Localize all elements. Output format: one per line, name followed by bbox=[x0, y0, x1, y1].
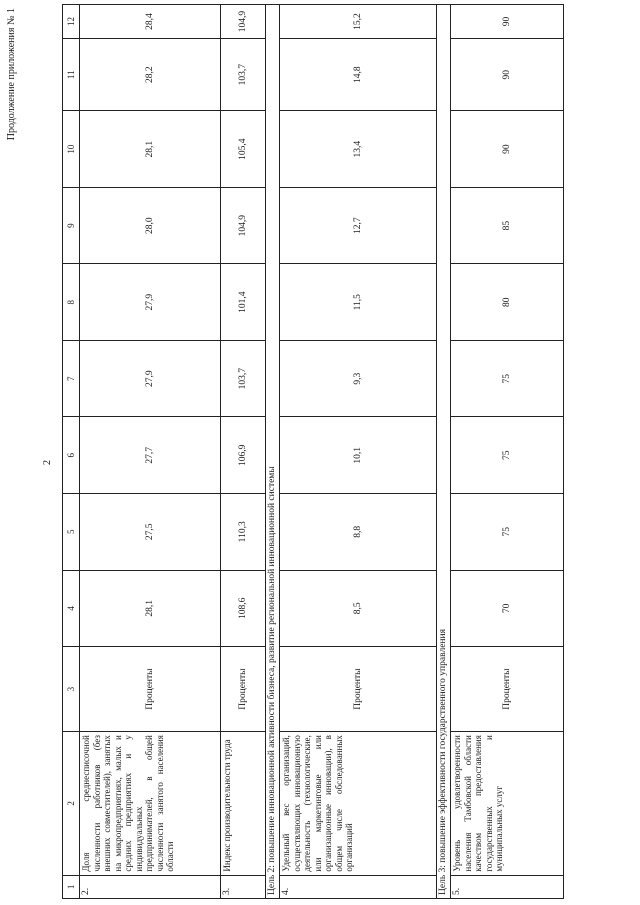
value-cell: 28,1 bbox=[80, 111, 221, 188]
indicator-name: Доля среднесписочной численности работников (без внешних совместителей), занятых на микропредприятиях, малых и средних предприятиях и у индивидуальных предпринимателей, в общей численности занятого населения области bbox=[80, 732, 221, 876]
header-cell: 5 bbox=[63, 494, 80, 571]
header-cell: 3 bbox=[63, 647, 80, 732]
value-cell: 110,3 bbox=[221, 494, 266, 571]
value-cell: 14,8 bbox=[280, 39, 437, 111]
unit-cell: Проценты bbox=[451, 647, 564, 732]
unit-cell: Проценты bbox=[80, 647, 221, 732]
table-row bbox=[280, 5, 437, 899]
value-cell: 27,5 bbox=[80, 494, 221, 571]
header-cell: 11 bbox=[63, 39, 80, 111]
value-cell: 103,7 bbox=[221, 39, 266, 111]
value-cell: 28,4 bbox=[80, 5, 221, 39]
goal-3-heading: Цель 3: повышение эффективности государственного управления bbox=[437, 5, 451, 899]
value-cell: 27,7 bbox=[80, 417, 221, 494]
table-row bbox=[80, 5, 221, 899]
row-number: 2. bbox=[80, 875, 221, 898]
value-cell: 90 bbox=[451, 111, 564, 188]
value-cell: 10,1 bbox=[280, 417, 437, 494]
value-cell: 11,5 bbox=[280, 264, 437, 341]
value-cell: 15,2 bbox=[280, 5, 437, 39]
indicators-table bbox=[62, 4, 564, 899]
header-cell: 2 bbox=[63, 732, 80, 876]
value-cell: 28,2 bbox=[80, 39, 221, 111]
value-cell: 75 bbox=[451, 340, 564, 417]
value-cell: 104,9 bbox=[221, 187, 266, 264]
goal-2-heading: Цель 2: повышение инновационной активности бизнеса, развитие региональной инновационной системы bbox=[266, 5, 280, 899]
value-cell: 105,4 bbox=[221, 111, 266, 188]
header-cell: 7 bbox=[63, 340, 80, 417]
value-cell: 27,9 bbox=[80, 264, 221, 341]
value-cell: 9,3 bbox=[280, 340, 437, 417]
value-cell: 90 bbox=[451, 5, 564, 39]
value-cell: 90 bbox=[451, 39, 564, 111]
goal-row bbox=[266, 5, 280, 899]
value-cell: 28,0 bbox=[80, 187, 221, 264]
header-cell: 8 bbox=[63, 264, 80, 341]
value-cell: 70 bbox=[451, 570, 564, 647]
value-cell: 80 bbox=[451, 264, 564, 341]
indicator-name: Удельный вес организаций, осуществляющих инновационную деятельность (технологические, или маркетинговые или организационные инновации), в общем числе обследованных организаций bbox=[280, 732, 437, 876]
header-cell: 9 bbox=[63, 187, 80, 264]
table-header-row bbox=[63, 5, 80, 899]
goal-row bbox=[437, 5, 451, 899]
value-cell: 106,9 bbox=[221, 417, 266, 494]
unit-cell: Проценты bbox=[221, 647, 266, 732]
header-cell: 10 bbox=[63, 111, 80, 188]
value-cell: 85 bbox=[451, 187, 564, 264]
table-row bbox=[451, 5, 564, 899]
unit-cell: Проценты bbox=[280, 647, 437, 732]
value-cell: 108,6 bbox=[221, 570, 266, 647]
value-cell: 12,7 bbox=[280, 187, 437, 264]
row-number: 5. bbox=[451, 875, 564, 898]
value-cell: 104,9 bbox=[221, 5, 266, 39]
value-cell: 75 bbox=[451, 494, 564, 571]
value-cell: 103,7 bbox=[221, 340, 266, 417]
header-cell: 1 bbox=[63, 875, 80, 898]
header-cell: 4 bbox=[63, 570, 80, 647]
row-number: 4. bbox=[280, 875, 437, 898]
table-row bbox=[221, 5, 266, 899]
indicator-name: Уровень удовлетворенности населения Тамбовской области качеством предоставления государственных и муниципальных услуг bbox=[451, 732, 564, 876]
header-cell: 12 bbox=[63, 5, 80, 39]
row-number: 3. bbox=[221, 875, 266, 898]
value-cell: 8,5 bbox=[280, 570, 437, 647]
value-cell: 8,8 bbox=[280, 494, 437, 571]
value-cell: 13,4 bbox=[280, 111, 437, 188]
value-cell: 27,9 bbox=[80, 340, 221, 417]
value-cell: 28,1 bbox=[80, 570, 221, 647]
indicator-name: Индекс производительности труда bbox=[221, 732, 266, 876]
header-cell: 6 bbox=[63, 417, 80, 494]
value-cell: 101,4 bbox=[221, 264, 266, 341]
page-number: 2 bbox=[42, 460, 53, 465]
value-cell: 75 bbox=[451, 417, 564, 494]
appendix-note: Продолжение приложения № 1 bbox=[6, 8, 17, 141]
